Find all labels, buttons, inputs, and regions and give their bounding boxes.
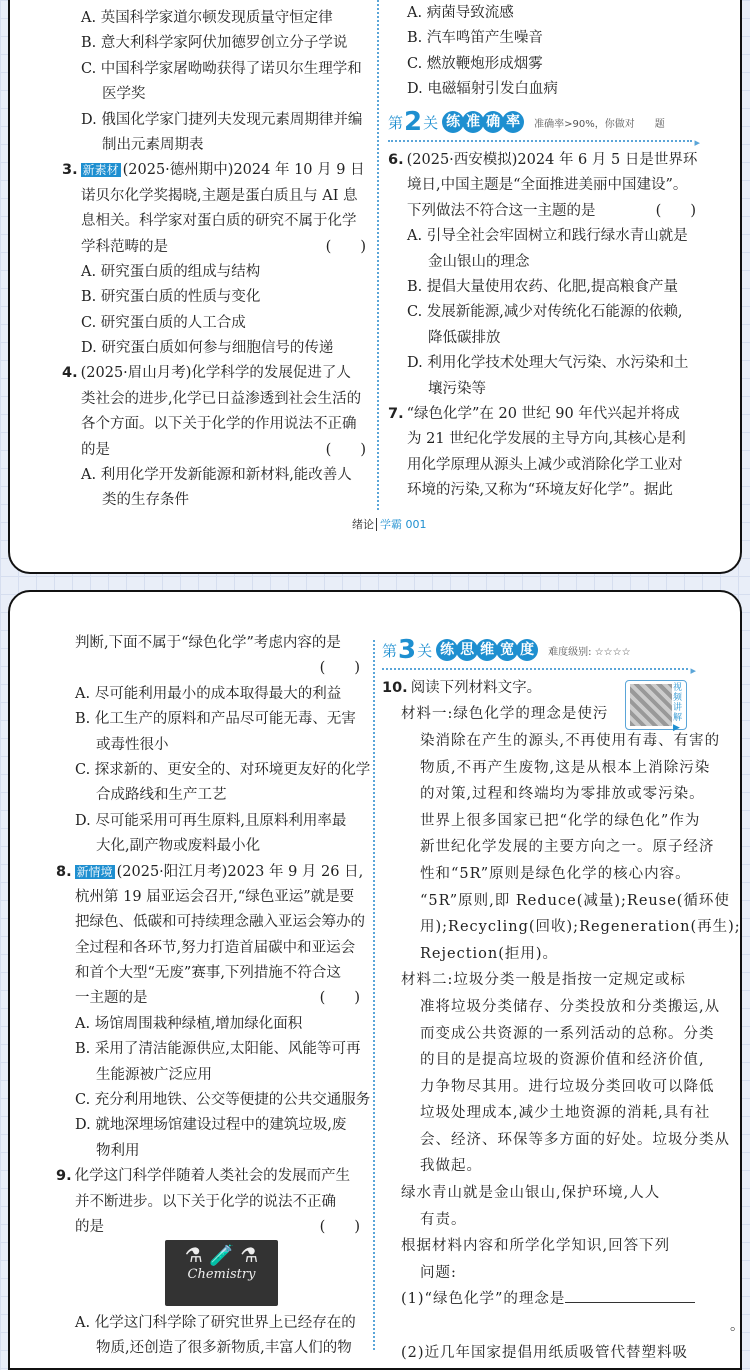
line-text: 降低碳排放 [428, 329, 501, 346]
line-text: 诺贝尔化学奖揭晓,主题是蛋白质且与 AI 息 [81, 187, 358, 204]
line-text: A. 化学这门科学除了研究世界上已经存在的 [75, 1315, 356, 1331]
text-line [62, 488, 370, 513]
line-text: (2)近几年国家提倡用纸质吸管代替塑料吸 [401, 1344, 689, 1361]
option-line [62, 336, 370, 361]
text-line [382, 701, 692, 728]
option-line [388, 52, 700, 77]
text-line [382, 941, 692, 968]
line-text: 大化,副产物或废料最小化 [96, 838, 261, 855]
line-text: 而变成公共资源的一系列活动的总称。分类 [420, 1025, 715, 1042]
line-text: 生能源被广泛应用 [96, 1066, 212, 1083]
option-line [62, 463, 370, 488]
header-number: 3 [398, 635, 417, 665]
line-text: 为 21 世纪化学发展的主导方向,其核心是利 [407, 431, 686, 448]
text-line [382, 914, 741, 941]
question-number: 4. [62, 365, 78, 382]
text-line [382, 1340, 692, 1367]
option-line [62, 108, 370, 133]
arrow-icon: ▸ [694, 136, 700, 149]
line-text: 化学这门科学伴随着人类社会的发展而产生 [74, 1168, 351, 1185]
text-line [382, 781, 705, 808]
line-text: 合成路线和生产工艺 [96, 787, 227, 804]
line-text: (2025·眉山月考)化学科学的发展促进了人 [80, 365, 351, 382]
text-line [62, 209, 370, 234]
chemistry-image [165, 1240, 278, 1306]
footer-brand: 学霸 [376, 518, 402, 531]
line-text: 根据材料内容和所学化学知识,回答下列 [401, 1238, 671, 1255]
difficulty-rating: 难度级别: ☆☆☆☆ [548, 646, 631, 658]
line-text: 的目的是提高垃圾的资源价值和经济价值, [420, 1052, 705, 1069]
line-text: D. 利用化学技术处理大气污染、水污染和土 [407, 355, 689, 372]
line-text: 环境的污染,又称为“环境友好化学”。据此 [407, 482, 673, 499]
line-text: 并不断进步。以下关于化学的说法不正确 [75, 1193, 336, 1210]
text-line [382, 1313, 746, 1340]
line-text: 一主题的是 [75, 990, 148, 1007]
title-char: 练 [442, 111, 464, 133]
line-text: D. 就地深埋场馆建设过程中的建筑垃圾,废 [75, 1117, 347, 1134]
line-text: 的是 [75, 1218, 104, 1235]
question-line [388, 148, 700, 173]
line-text: B. 意大利科学家阿伏加德罗创立分子学说 [81, 35, 348, 52]
line-text: Rejection(拒用)。 [420, 945, 559, 962]
answer-parentheses: ( ) [655, 202, 696, 219]
text-line [382, 808, 701, 835]
top-right-column [388, 148, 700, 503]
line-text: A. 场馆周围栽种绿植,增加绿化面积 [75, 1015, 303, 1032]
footer-chapter: 绪论 [352, 518, 374, 531]
line-text: B. 汽车鸣笛产生噪音 [407, 30, 543, 47]
question-number: 7. [388, 405, 404, 422]
line-text: 。 [420, 1318, 746, 1335]
text-line [56, 656, 364, 681]
line-text: 垃圾处理成本,减少土地资源的消耗,具有社 [420, 1105, 711, 1122]
text-line [388, 326, 700, 351]
page-footer [352, 516, 427, 532]
option-line [56, 1311, 364, 1336]
title-char: 准 [462, 111, 484, 133]
option-line [388, 351, 700, 376]
text-line [56, 1190, 364, 1215]
line-text: 会、经济、环保等多方面的好处。垃圾分类从 [420, 1131, 730, 1148]
text-line [56, 1336, 364, 1361]
text-line [382, 834, 715, 861]
text-line [382, 1233, 692, 1260]
option-line [56, 1037, 364, 1062]
line-text: 材料二:垃圾分类一般是指按一定规定或标 [401, 972, 686, 989]
question-line [382, 676, 692, 701]
line-text: 物利用 [96, 1142, 140, 1159]
line-text: “绿色化学”在 20 世纪 90 年代兴起并将成 [406, 405, 680, 422]
option-line [62, 6, 370, 31]
header-number: 2 [404, 107, 423, 137]
line-text: 用化学原理从源头上减少或消除化学工业对 [407, 456, 683, 473]
line-text: D. 尽可能采用可再生原料,且原料利用率最 [75, 812, 347, 829]
text-line [56, 961, 364, 986]
page-number: 001 [405, 518, 427, 531]
option-line [388, 224, 700, 249]
text-line [388, 173, 700, 198]
text-line [56, 1139, 364, 1164]
image-caption: Chemistry [187, 1267, 256, 1282]
top-left-column [62, 6, 370, 514]
title-char: 练 [436, 639, 458, 661]
text-line [56, 834, 364, 859]
text-line [388, 453, 700, 478]
line-text: 医学奖 [102, 86, 146, 103]
question-number: 10. [382, 680, 408, 696]
question-line [56, 860, 364, 885]
text-line [56, 783, 364, 808]
line-text: 下列做法不符合这一主题的是 [407, 202, 596, 219]
header-note: 准确率>90%，你做对 题 [534, 118, 665, 130]
line-text: 判断,下面不属于“绿色化学”考虑内容的是 [75, 635, 341, 651]
question-number: 6. [388, 152, 404, 168]
line-text: 阅读下列材料文字。 [410, 680, 542, 696]
line-text: 问题: [420, 1264, 457, 1281]
section-header-3 [382, 632, 696, 677]
text-line [382, 861, 692, 888]
title-char: 度 [516, 639, 538, 661]
video-explain-label: 视频讲解▶ [673, 683, 683, 733]
option-line [388, 77, 700, 102]
text-line [62, 412, 370, 437]
text-line [388, 427, 700, 452]
line-text: 类社会的进步,化学已日益渗透到社会生活的 [81, 390, 362, 407]
answer-blank [565, 1287, 695, 1303]
line-text: B. 采用了清洁能源供应,太阳能、风能等可再 [75, 1041, 361, 1058]
line-text: A. 研究蛋白质的组成与结构 [81, 263, 261, 280]
line-text: 物质,还创造了很多新物质,丰富人们的物 [96, 1340, 352, 1357]
line-text: 用);Recycling(回收);Regeneration(再生); [420, 919, 741, 936]
line-text: 绿水青山就是金山银山,保护环境,人人 [401, 1185, 661, 1202]
line-text: 金山银山的理念 [428, 253, 530, 270]
line-text: (1)“绿色化学”的理念是 [401, 1291, 566, 1308]
line-text: B. 研究蛋白质的性质与变化 [81, 289, 261, 306]
answer-parentheses: ( ) [319, 660, 360, 677]
line-text: C. 探求新的、更安全的、对环境更友好的化学 [75, 761, 371, 778]
question-line [62, 158, 370, 183]
line-text: 性和“5R”原则是绿色化学的核心内容。 [420, 865, 691, 882]
option-line [62, 311, 370, 336]
question-line [56, 1164, 364, 1189]
line-text: 各个方面。以下关于化学的作用说法不正确 [81, 416, 357, 433]
bottom-right-column [382, 676, 746, 1366]
title-char: 率 [502, 111, 524, 133]
line-text: A. 英国科学家道尔顿发现质量守恒定律 [81, 10, 333, 26]
header-label: 关 [423, 113, 439, 132]
line-text: D. 俄国化学家门捷列夫发现元素周期律并编 [81, 111, 363, 128]
text-line [382, 888, 730, 915]
text-line [382, 994, 721, 1021]
tag-badge: 新情境 [76, 864, 113, 879]
text-line [56, 986, 364, 1011]
line-text: 和首个大型“无废”赛事,下列措施不符合这 [75, 965, 341, 982]
line-text: 类的生存条件 [102, 492, 189, 509]
text-line [56, 1063, 364, 1088]
text-line [382, 1100, 711, 1127]
flask-icon: ⚗ 🧪 ⚗ [184, 1243, 259, 1267]
text-line [56, 1215, 364, 1240]
option-line [388, 1, 700, 26]
option-line [62, 285, 370, 310]
text-line [62, 82, 370, 107]
title-char: 维 [476, 639, 498, 661]
line-text: B. 化工生产的原料和产品尽可能无毒、无害 [75, 711, 356, 728]
text-line [382, 728, 721, 755]
option-line [56, 1113, 364, 1138]
text-line [62, 184, 370, 209]
line-text: A. 引导全社会牢固树立和践行绿水青山就是 [407, 228, 688, 245]
header-label: 第 [388, 113, 404, 132]
title-char: 思 [456, 639, 478, 661]
line-text: 的对策,过程和终端均为零排放或零污染。 [420, 786, 705, 803]
text-line [382, 1260, 692, 1287]
question-line [388, 402, 700, 427]
header-label: 关 [417, 641, 433, 660]
line-text: C. 发展新能源,减少对传统化石能源的依赖, [407, 304, 683, 321]
line-text: 染消除在产生的源头,不再使用有毒、有害的 [420, 732, 721, 749]
line-text: C. 中国科学家屠呦呦获得了诺贝尔生理学和 [81, 60, 362, 77]
line-text: 息相关。科学家对蛋白质的研究不属于化学 [81, 213, 357, 230]
line-text: 学科范畴的是 [81, 238, 168, 255]
option-line [56, 1012, 364, 1037]
line-text: 或毒性很小 [96, 736, 169, 753]
text-line [62, 438, 370, 463]
option-line [388, 275, 700, 300]
option-line [56, 707, 364, 732]
option-line [56, 758, 371, 783]
column-divider [377, 0, 379, 510]
section-header-2 [388, 104, 700, 149]
header-title [442, 111, 522, 133]
text-line [56, 936, 364, 961]
line-text: C. 研究蛋白质的人工合成 [81, 314, 246, 331]
text-line [62, 133, 370, 158]
line-text: 壤污染等 [428, 380, 486, 397]
option-line [56, 809, 364, 834]
line-text: C. 燃放鞭炮形成烟雾 [407, 55, 543, 72]
option-line [62, 260, 370, 285]
text-line [388, 250, 700, 275]
question-line [62, 361, 370, 386]
text-line [382, 1127, 730, 1154]
line-text: 我做起。 [420, 1158, 482, 1175]
line-text: D. 研究蛋白质如何参与细胞信号的传递 [81, 340, 334, 357]
line-text: 境日,中国主题是“全面推进美丽中国建设”。 [407, 177, 688, 194]
line-text: 制出元素周期表 [102, 136, 204, 153]
bottom-left-column [56, 631, 371, 1240]
text-line [62, 235, 370, 260]
line-text: (2025·阳江月考)2023 年 9 月 26 日, [116, 863, 364, 880]
line-text: A. 利用化学开发新能源和新材料,能改善人 [81, 467, 352, 484]
option-line [62, 57, 370, 82]
text-line [388, 478, 700, 503]
answer-parentheses: ( ) [325, 238, 366, 255]
header-label: 第 [382, 641, 398, 660]
line-text: D. 电磁辐射引发白血病 [407, 81, 558, 98]
bottom-left-continued [56, 1311, 364, 1362]
line-text: C. 充分利用地铁、公交等便捷的公共交通服务 [75, 1092, 371, 1109]
line-text: 的是 [81, 441, 110, 458]
line-text: 新世纪化学发展的主要方向之一。原子经济 [420, 839, 715, 856]
line-text: 把绿色、低碳和可持续理念融入亚运会筹办的 [75, 914, 365, 931]
line-text: (2025·德州期中)2024 年 10 月 9 日 [122, 162, 365, 179]
line-text: 准将垃圾分类储存、分类投放和分类搬运,从 [420, 998, 721, 1015]
question-number: 9. [56, 1168, 72, 1185]
top-right-options [388, 1, 700, 103]
text-line [382, 967, 692, 994]
line-text: 世界上很多国家已把“化学的绿色化”作为 [420, 812, 701, 829]
text-line [388, 199, 700, 224]
text-line [382, 755, 711, 782]
text-line [56, 631, 364, 656]
line-text: 有责。 [420, 1211, 467, 1228]
line-text: “5R”原则,即 Reduce(减量);Reuse(循环使 [420, 892, 730, 909]
line-text: 力争物尽其用。进行垃圾分类回收可以降低 [420, 1078, 715, 1095]
line-text: A. 尽可能利用最小的成本取得最大的利益 [75, 685, 342, 702]
question-number: 8. [56, 863, 72, 880]
tag-badge: 新素材 [82, 163, 119, 178]
line-text: 杭州第 19 届亚运会召开,“绿色亚运”就是要 [75, 888, 355, 905]
option-line [62, 31, 370, 56]
text-line [382, 1180, 692, 1207]
title-char: 确 [482, 111, 504, 133]
text-line [56, 733, 364, 758]
header-title [436, 639, 536, 661]
answer-parentheses: ( ) [325, 441, 366, 458]
text-line [382, 1207, 692, 1234]
option-line [388, 26, 700, 51]
line-text: B. 提倡大量使用农药、化肥,提高粮食产量 [407, 278, 678, 295]
question-number: 3. [62, 162, 78, 179]
answer-parentheses: ( ) [319, 990, 360, 1007]
text-line [56, 910, 364, 935]
line-text: A. 病菌导致流感 [407, 5, 514, 21]
text-line [382, 1153, 692, 1180]
text-line [56, 885, 364, 910]
option-line [56, 1088, 371, 1113]
line-text: 材料一:绿色化学的理念是使污 [401, 706, 609, 723]
text-line [382, 1047, 705, 1074]
text-line [388, 377, 700, 402]
text-line [382, 1286, 692, 1313]
line-text: 全过程和各环节,努力打造首届碳中和亚运会 [75, 939, 356, 956]
column-divider [373, 640, 375, 1350]
text-line [62, 387, 370, 412]
line-text: (2025·西安模拟)2024 年 6 月 5 日是世界环 [406, 152, 698, 168]
text-line [382, 1021, 715, 1048]
text-line [382, 1074, 715, 1101]
title-char: 宽 [496, 639, 518, 661]
line-text: 物质,不再产生废物,这是从根本上消除污染 [420, 759, 711, 776]
arrow-icon: ▸ [690, 664, 696, 677]
option-line [56, 682, 364, 707]
option-line [388, 300, 700, 325]
answer-parentheses: ( ) [319, 1218, 360, 1235]
